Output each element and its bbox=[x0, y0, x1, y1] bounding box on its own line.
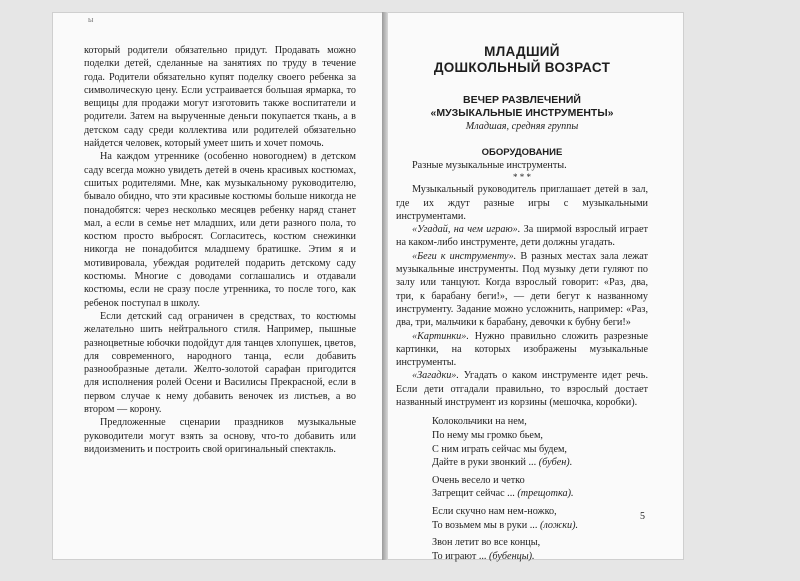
event-title: ВЕЧЕР РАЗВЛЕЧЕНИЙ bbox=[463, 94, 581, 106]
poem-text: Затрещит сейчас ... bbox=[432, 488, 518, 500]
poem-answer: (трещотка). bbox=[517, 488, 574, 500]
intro-paragraph: Музыкальный руководитель приглашает детей в зал, где их ждут разные игры с музыкальными инструментами. bbox=[396, 184, 648, 222]
paragraph: который родители обязательно придут. Продавать можно поделки детей, сделанные на занятиях по труду в течение года. Родители обязательно купят поделку своего ребенка за символическую цену. Если устраивается большая ярмарка, то вещицы для продажи могут изготовить также воспитатели и родители. Затем на вырученные деньги покупается ткань, а в детском саду среди коллектива или родителей обязательно найдется человек, который умеет шить и хочет помочь. bbox=[84, 45, 356, 150]
game-name: «Угадай, на чем играю». bbox=[412, 224, 521, 236]
poem-line bbox=[432, 550, 648, 564]
game-paragraph bbox=[396, 223, 648, 250]
game-name: «Беги к инструменту». bbox=[412, 250, 517, 262]
poem-text: То играют ... bbox=[432, 550, 490, 562]
game-text: За ширмой взрослый играет на каком-либо инструменте, дети должны угадать. bbox=[396, 224, 648, 249]
paragraph: Предложенные сценарии праздников музыкальные руководители могут взять за основу, что-то добавить или видоизменить и построить свой оригинальный спектакль. bbox=[84, 417, 356, 455]
book-spine bbox=[382, 12, 388, 560]
game-text: Нужно правильно сложить разрезные картинки, на которых изображены музыкальные инструменты. bbox=[396, 330, 648, 369]
event-subtitle: Младшая, средняя группы bbox=[465, 121, 579, 132]
poem-answer: (ложки). bbox=[539, 519, 579, 531]
poem-text: Дайте в руки звонкий ... bbox=[432, 457, 539, 469]
left-page-text bbox=[84, 44, 356, 456]
corner-mark: ы bbox=[88, 15, 94, 24]
event-title: «МУЗЫКАЛЬНЫЕ ИНСТРУМЕНТЫ» bbox=[430, 107, 614, 119]
poem-line: По нему мы громко бьем, bbox=[432, 429, 543, 441]
poem-line bbox=[432, 519, 648, 533]
section-title: ДОШКОЛЬНЫЙ ВОЗРАСТ bbox=[433, 60, 611, 75]
riddle-poem bbox=[432, 415, 648, 563]
game-name: «Картинки». bbox=[412, 330, 469, 342]
poem-line: Звон летит во все концы, bbox=[432, 537, 541, 549]
poem-line: Очень весело и четко bbox=[432, 474, 525, 486]
poem-line: Если скучно нам нем-ножко, bbox=[432, 505, 557, 517]
poem-line: С ним играть сейчас мы будем, bbox=[432, 443, 567, 455]
poem-line: Колокольчики на нем, bbox=[432, 416, 527, 428]
game-name: «Загадки». bbox=[412, 370, 459, 382]
poem-answer: (бубен). bbox=[538, 457, 573, 469]
equipment-text: Разные музыкальные инструменты. bbox=[412, 160, 567, 171]
page-number: 5 bbox=[640, 511, 645, 522]
poem-answer: (бубенцы). bbox=[489, 550, 535, 562]
equipment-heading: ОБОРУДОВАНИЕ bbox=[481, 147, 563, 158]
paragraph: На каждом утреннике (особенно новогоднем) в детском саду всегда можно увидеть детей в очень красивых костюмах, сшитых родителями. Мне, как музыкальному руководителю, бывало обидно, что эти красивые костюмы больше никогда не понадобятся: через несколько месяцев ребенку наряд станет мал, а если в семье нет младших, или дети разного пола, то костюм просто выбросят. Согласитесь, костюм снежинки никогда не понадобится младшему братишке. Этим я и мотивировала, убеждая родителей подарить детскому саду костюмы. Многие с доводами соглашались и отдавали костюмы, если не сразу после утренника, то после того, как ребенок поступал в школу. bbox=[84, 151, 356, 309]
paragraph: Если детский сад ограничен в средствах, то костюмы желательно шить нейтрального стиля. Например, пышные разноцветные юбочки подойдут для танцев хлопушек, цветов, для современного, народного танца, если добавить разнообразные детали. Желто-золотой сарафан пригодится для исполнения ролей Осени и Василисы Прекрасной, если в первом случае к нему добавить веночек из листьев, а во втором — корону. bbox=[84, 310, 356, 416]
poem-line bbox=[432, 487, 648, 501]
game-text: В разных местах зала лежат музыкальные инструменты. Под музыку дети гуляют по залу или танцуют. Когда взрослый говорит: «Раз, два, три, к барабану беги!», — дети бегут к названному инструменту. Задание можно усложнить, например: «Раз, два, три, мальчики к барабану, девочки к бубну беги!» bbox=[396, 250, 649, 329]
poem-text: То возьмем мы в руки ... bbox=[432, 519, 540, 531]
section-title: МЛАДШИЙ bbox=[484, 44, 560, 59]
game-paragraph bbox=[396, 369, 648, 409]
game-paragraph bbox=[396, 330, 648, 370]
right-page-text bbox=[396, 44, 648, 563]
poem-line bbox=[432, 456, 648, 470]
game-text: Угадать о каком инструменте идет речь. Если дети отгадали правильно, то взрослый достает названный инструмент из корзины (мешочка, коробки). bbox=[396, 370, 648, 409]
separator-stars: * * * bbox=[513, 172, 531, 183]
game-paragraph bbox=[396, 250, 648, 330]
